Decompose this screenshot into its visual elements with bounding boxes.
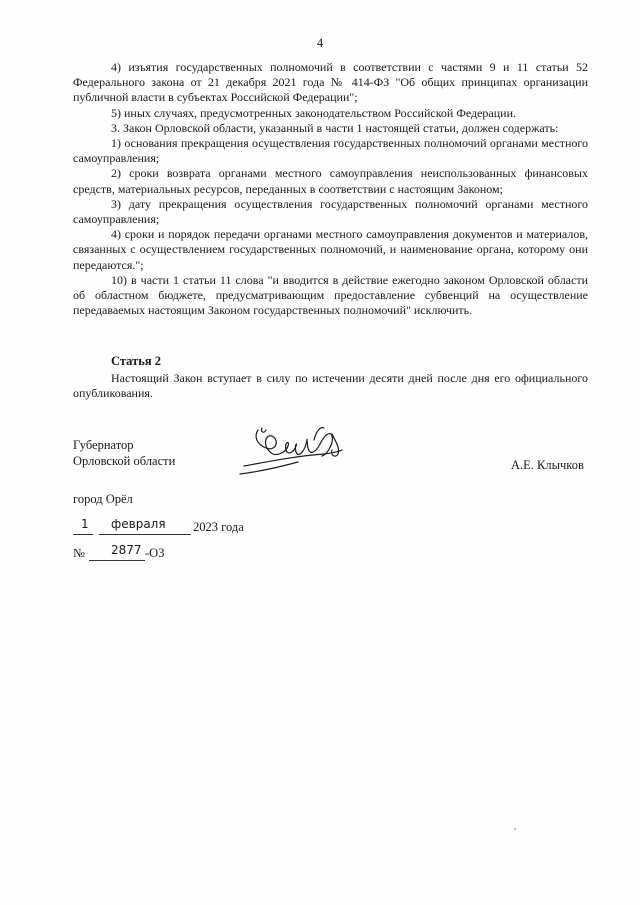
signing-date <box>73 517 293 538</box>
paragraph: 4) сроки и порядок передачи органами местного самоуправления документов и материалов, связанных с осуществлением государственных полномочий, и наименование органа, которому они передаются."; <box>73 227 588 272</box>
paragraph: 3. Закон Орловской области, указанный в части 1 настоящей статьи, должен содержать: <box>111 120 559 135</box>
paragraph: 10) в части 1 статьи 11 слова "и вводится в действие ежегодно законом Орловской области об областном бюджете, предусматривающим предоставление субвенций на осуществление передаваемых настоящим Законом государственных полномочий" исключить. <box>73 272 588 318</box>
day-underline <box>73 534 93 535</box>
handwritten-signature <box>236 422 356 482</box>
signatory-title-line2: Орловской области <box>73 454 176 468</box>
paragraph: 5) иных случаях, предусмотренных законодательством Российской Федерации. <box>111 105 517 120</box>
law-number <box>73 543 213 564</box>
paragraph: 1) основания прекращения осуществления государственных полномочий органами местного самоуправления; <box>73 136 588 166</box>
paragraph: 4) изъятия государственных полномочий в соответствии с частями 9 и 11 статьи 52 Федерального закона от 21 декабря 2021 года № 414-ФЗ "Об общих принципах организации публичной власти в субъектах Российской Федерации"; <box>73 60 588 105</box>
month-underline <box>99 534 191 535</box>
paragraph: 2) сроки возврата органами местного самоуправления неиспользованных финансовых средств, материальных ресурсов, переданных в соответствии с настоящим Законом; <box>73 166 588 196</box>
year-text: 2023 года <box>193 520 244 534</box>
city: город Орёл <box>73 492 133 506</box>
page-number: 4 <box>316 36 324 50</box>
paragraph: 3) дату прекращения осуществления государственных полномочий органами местного самоуправления; <box>73 196 588 227</box>
month-value: февраля <box>111 517 166 531</box>
day-value: 1 <box>81 517 89 531</box>
signatory-title <box>73 437 175 469</box>
article-heading: Статья 2 <box>111 354 161 368</box>
article-2 <box>73 354 588 402</box>
scan-speck <box>514 828 516 830</box>
signatory-title-line1: Губернатор <box>73 438 134 452</box>
article-text: Настоящий Закон вступает в силу по истечении десяти дней после дня его официального опубликования. <box>73 371 588 401</box>
number-underline <box>89 560 145 561</box>
number-value: 2877 <box>111 543 142 557</box>
signatory-name: А.Е. Клычков <box>511 458 584 472</box>
number-suffix: -ОЗ <box>145 546 165 560</box>
law-body <box>73 60 588 318</box>
number-sign: № <box>73 546 85 560</box>
